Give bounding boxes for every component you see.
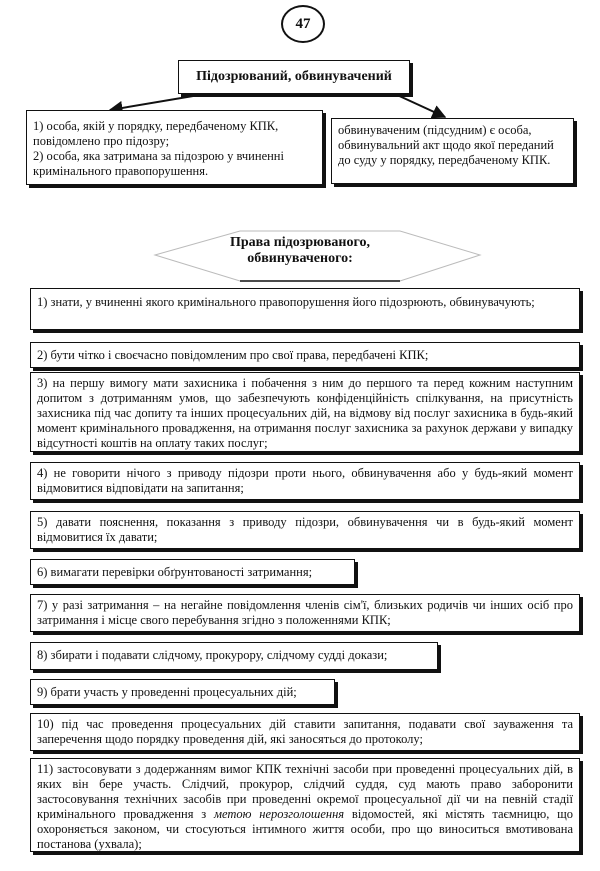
rights-title — [190, 235, 410, 267]
suspect-definition-1: 1) особа, якій у порядку, передбаченому КПК, повідомлено про підозру; — [33, 119, 279, 148]
right-item-10: 10) під час проведення процесуальних дій ставити запитання, подавати свої зауваження та заперечення щодо порядку проведення дій, які заносяться до протоколу; — [30, 713, 580, 751]
section-title: Підозрюваний, обвинувачений — [178, 60, 410, 94]
arrow-right — [395, 94, 445, 117]
accused-definition: обвинуваченим (підсудним) є особа, обвинувальний акт щодо якої переданий до суду у порядку, передбаченому КПК. — [331, 118, 574, 184]
right-item-5: 5) давати пояснення, показання з приводу підозри, обвинувачення чи в будь-який момент відмовитися їх давати; — [30, 511, 580, 549]
page-number: 47 — [281, 5, 325, 43]
rights-title-line2: обвинуваченого: — [247, 251, 353, 266]
right-item-11 — [30, 758, 580, 852]
right-item-3: 3) на першу вимогу мати захисника і побачення з ним до першого та перед кожним наступним допитом з дотриманням умов, що забезпечують конфіденційність спілкування, на присутність захисника під час допиту та інших процесуальних дій, на відмову від послуг захисника в будь-який момент кримінального провадження, на отримання послуг захисника за рахунок держави у випадку відсутності коштів на оплату таких послуг; — [30, 372, 580, 452]
suspect-definition-2: 2) особа, яка затримана за підозрою у вчиненні кримінального правопорушення. — [33, 149, 284, 178]
right-item-4: 4) не говорити нічого з приводу підозри проти нього, обвинувачення або у будь-який момент відмовитися відповідати на запитання; — [30, 462, 580, 500]
right-item-8: 8) збирати і подавати слідчому, прокурору, слідчому судді докази; — [30, 642, 438, 670]
right-item-7: 7) у разі затримання – на негайне повідомлення членів сім'ї, близьких родичів чи інших осіб про затримання і місце свого перебування згідно з положеннями КПК; — [30, 594, 580, 632]
right-item-2: 2) бути чітко і своєчасно повідомленим про свої права, передбачені КПК; — [30, 342, 580, 368]
right-item-11-end: відомостей, які містять таємницю, що охороняється законом, чи стосуються інтимного життя особи, про що виноситься вмотивована постанова (ухвала); — [37, 807, 574, 851]
right-item-9: 9) брати участь у проведенні процесуальних дій; — [30, 679, 335, 705]
right-item-11-start: 11) застосовувати з додержанням вимог КПК технічні засоби при проведенні процесуальних дій, в яких він бере участь. Слідчий, прокурор, слідчий суддя, суд мають право заборонити застосовування технічних засобів при проведенні окремої процесуальної дії чи на певній стадії кримінального провадження з — [37, 762, 573, 821]
suspect-definition — [26, 110, 323, 185]
right-item-1: 1) знати, у вчиненні якого кримінального правопорушення його підозрюють, обвинувачують; — [30, 288, 580, 330]
rights-title-line1: Права підозрюваного, — [229, 235, 371, 250]
right-item-6: 6) вимагати перевірки обґрунтованості затримання; — [30, 559, 355, 585]
arrow-left — [110, 94, 205, 110]
right-item-11-italic: метою нерозголошення — [214, 807, 345, 821]
